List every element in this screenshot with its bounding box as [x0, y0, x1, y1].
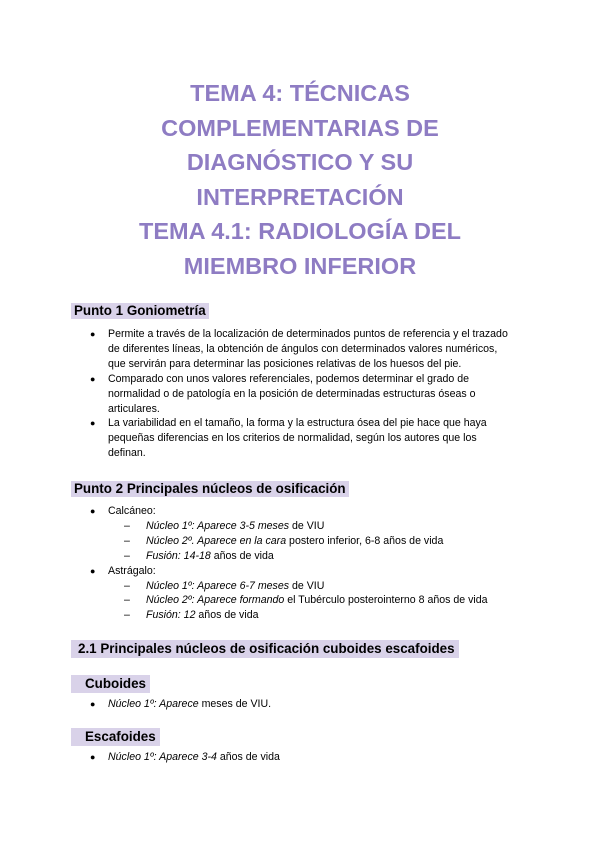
- title-line: COMPLEMENTARIAS DE: [161, 114, 439, 141]
- sub-text: años de vida: [210, 549, 274, 562]
- section-heading-2-1: [71, 640, 459, 658]
- heading-text: Punto 1 Goniometría: [71, 303, 209, 319]
- heading-text: Cuboides: [71, 675, 150, 693]
- escafoides-list: [90, 750, 548, 765]
- line: pequeñas diferencias en los criterios de normalidad, según los autores que los: [108, 432, 477, 445]
- list-item-calcaneo: [90, 504, 548, 564]
- sub-item: [124, 534, 548, 549]
- line: Comparado con unos valores referenciales, podemos determinar el grado de: [108, 372, 469, 385]
- sub-text: de VIU: [289, 579, 325, 592]
- section-heading-escafoides: [71, 728, 160, 746]
- sub-text: postero inferior, 6-8 años de vida: [286, 534, 444, 547]
- heading-text: Punto 2 Principales núcleos de osificación: [71, 481, 349, 497]
- item-italic: Núcleo 1º: Aparece 3-4: [108, 751, 217, 763]
- title-line: INTERPRETACIÓN: [196, 183, 404, 210]
- list-item: [90, 327, 548, 372]
- line: que servirán para determinar las posiciones relativas de los huesos del pie.: [108, 357, 462, 370]
- dash-icon: –: [124, 519, 130, 532]
- sub-text: de VIU: [289, 519, 325, 532]
- dash-icon: –: [124, 579, 130, 592]
- bullet-icon: ●: [90, 329, 96, 339]
- title-line: DIAGNÓSTICO Y SU: [186, 149, 414, 176]
- line: normalidad o de patología en la posición de determinadas estructuras óseas o: [108, 387, 476, 400]
- sub-text: el Tubérculo posterointerno 8 años de vida: [284, 594, 488, 607]
- sub-italic: Fusión: 14-18: [146, 549, 211, 562]
- heading-text: Escafoides: [71, 728, 160, 746]
- title-line: MIEMBRO INFERIOR: [183, 252, 417, 279]
- title-line: TEMA 4.1: RADIOLOGÍA DEL: [138, 218, 462, 245]
- document-title: [60, 76, 540, 284]
- line: definan.: [108, 447, 146, 460]
- section-heading-punto2: [71, 480, 349, 498]
- line: Permite a través de la localización de determinados puntos de referencia y el trazado: [108, 328, 508, 340]
- sub-italic: Núcleo 2º. Aparece en la cara: [146, 534, 287, 547]
- list-item: [90, 372, 548, 417]
- list-item: [90, 697, 548, 712]
- heading-text: 2.1 Principales núcleos de osificación cuboides escafoides: [71, 640, 459, 658]
- sub-text: años de vida: [195, 609, 259, 622]
- sub-italic: Núcleo 2º: Aparece formando: [146, 594, 285, 607]
- punto2-list: [90, 504, 548, 623]
- item-italic: Núcleo 1º: Aparece: [108, 698, 199, 710]
- list-item-astragalo: [90, 564, 548, 624]
- sub-italic: Núcleo 1º: Aparece 3-5 meses: [146, 519, 290, 532]
- sub-item: [124, 579, 548, 594]
- line: La variabilidad en el tamaño, la forma y la estructura ósea del pie hace que haya: [108, 417, 487, 430]
- bullet-icon: ●: [90, 373, 96, 384]
- sub-item: [124, 549, 548, 564]
- dash-icon: –: [124, 534, 130, 547]
- sub-item: [124, 593, 548, 608]
- dash-icon: –: [124, 549, 130, 562]
- cuboides-list: [90, 697, 548, 712]
- list-item: [90, 416, 548, 461]
- bullet-icon: ●: [90, 418, 96, 429]
- dash-icon: –: [124, 594, 130, 607]
- bullet-icon: ●: [90, 752, 96, 762]
- sub-italic: Núcleo 1º: Aparece 6-7 meses: [146, 579, 290, 592]
- bullet-icon: ●: [90, 565, 96, 576]
- list-item: [90, 750, 548, 765]
- line: de diferentes líneas, la obtención de ángulos con determinados valores numéricos,: [108, 342, 498, 355]
- punto1-list: [90, 327, 548, 461]
- section-heading-punto1: [71, 302, 209, 320]
- bullet-icon: ●: [90, 506, 96, 516]
- sub-item: [124, 608, 548, 623]
- group-label: Calcáneo:: [108, 505, 156, 517]
- bullet-icon: ●: [90, 699, 96, 709]
- item-text: meses de VIU.: [198, 698, 272, 710]
- group-label: Astrágalo:: [108, 564, 156, 577]
- sub-item: [124, 519, 548, 534]
- dash-icon: –: [124, 609, 130, 622]
- sub-italic: Fusión: 12: [146, 609, 196, 622]
- section-heading-cuboides: [71, 675, 150, 693]
- item-text: años de vida: [216, 751, 280, 763]
- title-line: TEMA 4: TÉCNICAS: [190, 80, 410, 106]
- line: articulares.: [108, 402, 160, 415]
